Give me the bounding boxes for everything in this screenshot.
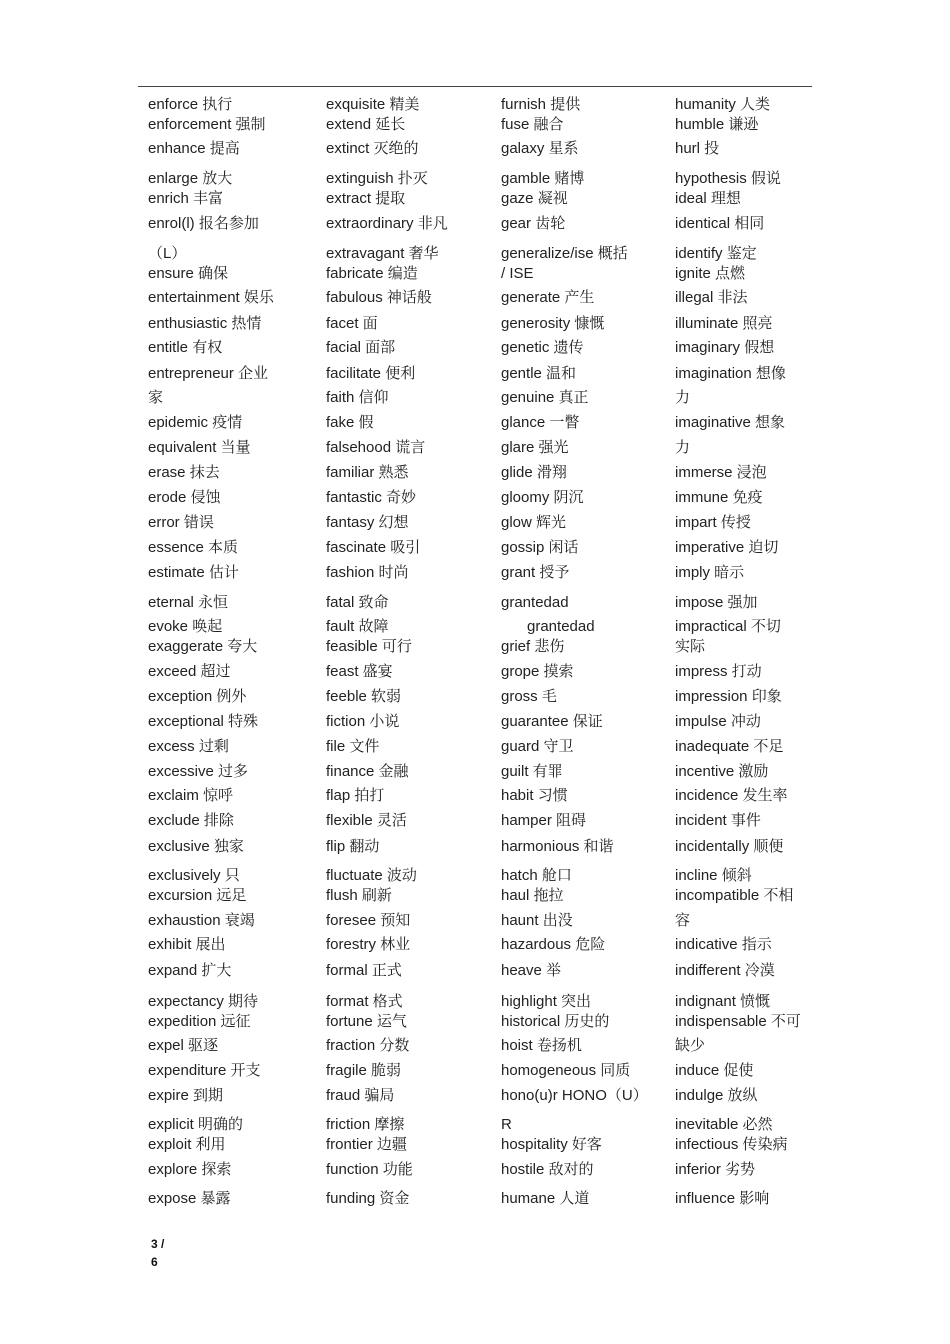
vocab-entry: eternal 永恒 xyxy=(148,594,229,611)
vocab-entry: explicit 明确的 xyxy=(148,1116,244,1133)
vocab-entry: glide 滑翔 xyxy=(501,464,567,481)
page-current: 3 / xyxy=(151,1237,165,1251)
vocab-entry: furnish 提供 xyxy=(501,96,581,113)
vocab-entry: feast 盛宴 xyxy=(326,663,393,680)
vocab-entry: erode 侵蚀 xyxy=(148,489,221,506)
vocab-entry: guilt 有罪 xyxy=(501,763,563,780)
vocab-entry: humane 人道 xyxy=(501,1190,590,1207)
vocab-entry: expenditure 开支 xyxy=(148,1062,261,1079)
vocab-entry: fraction 分数 xyxy=(326,1037,410,1054)
vocab-entry: infectious 传染病 xyxy=(675,1136,788,1153)
vocab-entry: 缺少 xyxy=(675,1037,706,1054)
vocab-entry: indicative 指示 xyxy=(675,936,772,953)
vocab-entry: exquisite 精美 xyxy=(326,96,420,113)
vocab-entry: hazardous 危险 xyxy=(501,936,606,953)
vocab-entry: historical 历史的 xyxy=(501,1013,610,1030)
vocab-entry: identical 相同 xyxy=(675,215,765,232)
vocab-entry: influence 影响 xyxy=(675,1190,770,1207)
vocab-entry: indulge 放纵 xyxy=(675,1087,758,1104)
vocab-entry: genetic 遗传 xyxy=(501,339,584,356)
vocab-entry: incentive 激励 xyxy=(675,763,769,780)
vocab-entry: entrepreneur 企业 xyxy=(148,365,269,382)
vocab-entry: gossip 闲话 xyxy=(501,539,579,556)
vocab-entry: incident 事件 xyxy=(675,812,761,829)
vocab-entry: generosity 慷慨 xyxy=(501,315,605,332)
vocab-entry: indignant 愤慨 xyxy=(675,993,771,1010)
vocab-entry: fabulous 神话般 xyxy=(326,289,432,306)
vocab-entry: indispensable 不可 xyxy=(675,1013,801,1030)
vocab-entry: glance 一瞥 xyxy=(501,414,580,431)
vocab-entry: explore 探索 xyxy=(148,1161,232,1178)
vocab-entry: 力 xyxy=(675,439,691,456)
vocab-entry: hamper 阻碍 xyxy=(501,812,587,829)
vocab-entry: formal 正式 xyxy=(326,962,402,979)
vocab-entry: homogeneous 同质 xyxy=(501,1062,631,1079)
vocab-entry: frontier 边疆 xyxy=(326,1136,407,1153)
vocab-entry: 家 xyxy=(148,389,164,406)
vocab-entry: fantastic 奇妙 xyxy=(326,489,417,506)
vocab-entry: flip 翻动 xyxy=(326,838,380,855)
vocab-entry: enrol(l) 报名参加 xyxy=(148,215,259,232)
vocab-entry: ignite 点燃 xyxy=(675,265,746,282)
vocab-entry: faith 信仰 xyxy=(326,389,389,406)
vocab-entry: expel 驱逐 xyxy=(148,1037,219,1054)
vocab-entry: fragile 脆弱 xyxy=(326,1062,402,1079)
vocab-entry: R xyxy=(501,1116,512,1133)
vocab-entry: estimate 估计 xyxy=(148,564,239,581)
vocab-entry: impression 印象 xyxy=(675,688,782,705)
vocab-entry: flexible 灵活 xyxy=(326,812,407,829)
vocab-entry: expedition 远征 xyxy=(148,1013,251,1030)
vocab-entry: exclusive 独家 xyxy=(148,838,244,855)
vocab-entry: flap 拍打 xyxy=(326,787,385,804)
vocab-entry: hypothesis 假说 xyxy=(675,170,781,187)
vocab-entry: facial 面部 xyxy=(326,339,396,356)
vocab-entry: exceed 超过 xyxy=(148,663,231,680)
vocab-entry: entitle 有权 xyxy=(148,339,223,356)
vocab-entry: epidemic 疫情 xyxy=(148,414,243,431)
vocab-entry: grantedad xyxy=(527,618,595,635)
vocab-entry: hostile 敌对的 xyxy=(501,1161,594,1178)
vocab-entry: extract 提取 xyxy=(326,190,406,207)
vocab-entry: grief 悲伤 xyxy=(501,638,565,655)
vocab-entry: enlarge 放大 xyxy=(148,170,233,187)
vocab-entry: extinct 灭绝的 xyxy=(326,140,419,157)
vocab-entry: extravagant 奢华 xyxy=(326,245,439,262)
vocab-entry: imagination 想像 xyxy=(675,365,786,382)
vocab-entry: fiction 小说 xyxy=(326,713,400,730)
vocab-entry: excursion 远足 xyxy=(148,887,247,904)
vocab-entry: gloomy 阴沉 xyxy=(501,489,584,506)
vocab-entry: expand 扩大 xyxy=(148,962,232,979)
vocab-entry: exhibit 展出 xyxy=(148,936,226,953)
vocab-entry: exception 例外 xyxy=(148,688,247,705)
vocab-entry: incline 倾斜 xyxy=(675,867,752,884)
vocab-entry: inevitable 必然 xyxy=(675,1116,773,1133)
vocab-entry: hoist 卷扬机 xyxy=(501,1037,582,1054)
vocab-entry: immune 免疫 xyxy=(675,489,763,506)
vocab-entry: glow 辉光 xyxy=(501,514,567,531)
header-rule xyxy=(138,86,812,87)
vocab-entry: function 功能 xyxy=(326,1161,413,1178)
vocab-entry: hospitality 好客 xyxy=(501,1136,602,1153)
vocab-entry: generalize/ise 概括 xyxy=(501,245,628,262)
vocab-entry: fashion 时尚 xyxy=(326,564,409,581)
vocab-entry: facet 面 xyxy=(326,315,378,332)
vocab-entry: familiar 熟悉 xyxy=(326,464,409,481)
vocab-entry: exclaim 惊呼 xyxy=(148,787,234,804)
vocab-entry: guard 守卫 xyxy=(501,738,574,755)
vocab-entry: facilitate 便利 xyxy=(326,365,416,382)
vocab-entry: gross 毛 xyxy=(501,688,557,705)
vocab-entry: falsehood 谎言 xyxy=(326,439,426,456)
vocab-entry: enrich 丰富 xyxy=(148,190,224,207)
vocab-entry: expectancy 期待 xyxy=(148,993,259,1010)
vocab-entry: excess 过剩 xyxy=(148,738,229,755)
vocab-entry: hono(u)r HONO（U） xyxy=(501,1087,648,1104)
vocab-entry: 实际 xyxy=(675,638,706,655)
vocab-entry: impart 传授 xyxy=(675,514,751,531)
vocab-entry: fluctuate 波动 xyxy=(326,867,417,884)
vocab-entry: indifferent 冷漠 xyxy=(675,962,775,979)
vocab-entry: identify 鉴定 xyxy=(675,245,757,262)
vocab-entry: file 文件 xyxy=(326,738,380,755)
vocab-entry: gamble 赌博 xyxy=(501,170,585,187)
vocab-entry: format 格式 xyxy=(326,993,403,1010)
vocab-entry: friction 摩擦 xyxy=(326,1116,405,1133)
page-total: 6 xyxy=(151,1255,158,1269)
vocab-entry: induce 促使 xyxy=(675,1062,754,1079)
vocab-entry: gentle 温和 xyxy=(501,365,577,382)
vocab-entry: funding 资金 xyxy=(326,1190,410,1207)
vocab-entry: incompatible 不相 xyxy=(675,887,794,904)
vocab-entry: hatch 舱口 xyxy=(501,867,572,884)
vocab-entry: haunt 出没 xyxy=(501,912,573,929)
vocab-entry: 容 xyxy=(675,912,691,929)
vocab-entry: illuminate 照亮 xyxy=(675,315,773,332)
vocab-entry: feeble 软弱 xyxy=(326,688,402,705)
page-number xyxy=(151,1235,164,1271)
vocab-entry: fraud 骗局 xyxy=(326,1087,395,1104)
vocab-entry: imply 暗示 xyxy=(675,564,745,581)
vocab-entry: humble 谦逊 xyxy=(675,116,759,133)
vocab-entry: foresee 预知 xyxy=(326,912,411,929)
vocab-entry: haul 拖拉 xyxy=(501,887,564,904)
vocab-entry: incidence 发生率 xyxy=(675,787,788,804)
vocab-entry: flush 刷新 xyxy=(326,887,392,904)
vocab-entry: grant 授予 xyxy=(501,564,570,581)
vocab-entry: fabricate 编造 xyxy=(326,265,418,282)
vocab-entry: genuine 真正 xyxy=(501,389,589,406)
vocab-entry: equivalent 当量 xyxy=(148,439,251,456)
vocab-entry: enhance 提高 xyxy=(148,140,240,157)
vocab-entry: essence 本质 xyxy=(148,539,239,556)
vocab-entry: fault 故障 xyxy=(326,618,389,635)
vocab-entry: enforcement 强制 xyxy=(148,116,266,133)
vocab-entry: extraordinary 非凡 xyxy=(326,215,448,232)
vocab-entry: incidentally 顺便 xyxy=(675,838,784,855)
vocab-entry: habit 习惯 xyxy=(501,787,568,804)
vocab-entry: / ISE xyxy=(501,265,534,282)
vocab-entry: inadequate 不足 xyxy=(675,738,784,755)
vocab-entry: extend 延长 xyxy=(326,116,406,133)
vocab-entry: impulse 冲动 xyxy=(675,713,761,730)
vocab-entry: impose 强加 xyxy=(675,594,758,611)
vocab-entry: exploit 利用 xyxy=(148,1136,226,1153)
vocab-entry: grope 摸索 xyxy=(501,663,574,680)
vocab-entry: erase 抹去 xyxy=(148,464,220,481)
vocab-entry: imaginary 假想 xyxy=(675,339,775,356)
vocab-entry: guarantee 保证 xyxy=(501,713,603,730)
vocab-entry: fuse 融合 xyxy=(501,116,564,133)
vocab-entry: exaggerate 夸大 xyxy=(148,638,258,655)
vocab-entry: expire 到期 xyxy=(148,1087,224,1104)
vocab-entry: galaxy 星系 xyxy=(501,140,579,157)
vocab-entry: imperative 迫切 xyxy=(675,539,779,556)
vocab-entry: extinguish 扑灭 xyxy=(326,170,428,187)
vocab-entry: exclusively 只 xyxy=(148,867,240,884)
vocab-entry: ideal 理想 xyxy=(675,190,741,207)
vocab-entry: error 错误 xyxy=(148,514,214,531)
vocab-entry: forestry 林业 xyxy=(326,936,411,953)
vocab-entry: （L） xyxy=(148,245,187,262)
vocab-entry: fatal 致命 xyxy=(326,594,389,611)
vocab-entry: hurl 投 xyxy=(675,140,720,157)
vocab-entry: entertainment 娱乐 xyxy=(148,289,274,306)
vocab-entry: expose 暴露 xyxy=(148,1190,231,1207)
vocab-entry: generate 产生 xyxy=(501,289,595,306)
vocab-entry: fascinate 吸引 xyxy=(326,539,421,556)
vocab-entry: finance 金融 xyxy=(326,763,409,780)
vocab-entry: enthusiastic 热情 xyxy=(148,315,262,332)
vocab-entry: highlight 突出 xyxy=(501,993,592,1010)
vocab-entry: evoke 唤起 xyxy=(148,618,223,635)
vocab-entry: ensure 确保 xyxy=(148,265,229,282)
vocab-entry: enforce 执行 xyxy=(148,96,233,113)
vocab-entry: inferior 劣势 xyxy=(675,1161,756,1178)
vocab-entry: gear 齿轮 xyxy=(501,215,566,232)
vocab-entry: exceptional 特殊 xyxy=(148,713,259,730)
vocab-entry: heave 举 xyxy=(501,962,562,979)
vocab-entry: humanity 人类 xyxy=(675,96,771,113)
vocab-entry: imaginative 想象 xyxy=(675,414,786,431)
vocab-entry: grantedad xyxy=(501,594,569,611)
vocab-entry: impress 打动 xyxy=(675,663,762,680)
vocab-entry: immerse 浸泡 xyxy=(675,464,767,481)
vocab-entry: glare 强光 xyxy=(501,439,569,456)
vocab-entry: exclude 排除 xyxy=(148,812,234,829)
vocab-entry: 力 xyxy=(675,389,691,406)
vocab-entry: excessive 过多 xyxy=(148,763,249,780)
vocab-entry: impractical 不切 xyxy=(675,618,781,635)
vocab-entry: gaze 凝视 xyxy=(501,190,568,207)
vocab-entry: illegal 非法 xyxy=(675,289,748,306)
vocab-entry: fantasy 幻想 xyxy=(326,514,409,531)
vocab-entry: fake 假 xyxy=(326,414,374,431)
vocab-entry: exhaustion 衰竭 xyxy=(148,912,255,929)
vocab-entry: feasible 可行 xyxy=(326,638,412,655)
vocab-entry: fortune 运气 xyxy=(326,1013,407,1030)
vocab-entry: harmonious 和谐 xyxy=(501,838,614,855)
